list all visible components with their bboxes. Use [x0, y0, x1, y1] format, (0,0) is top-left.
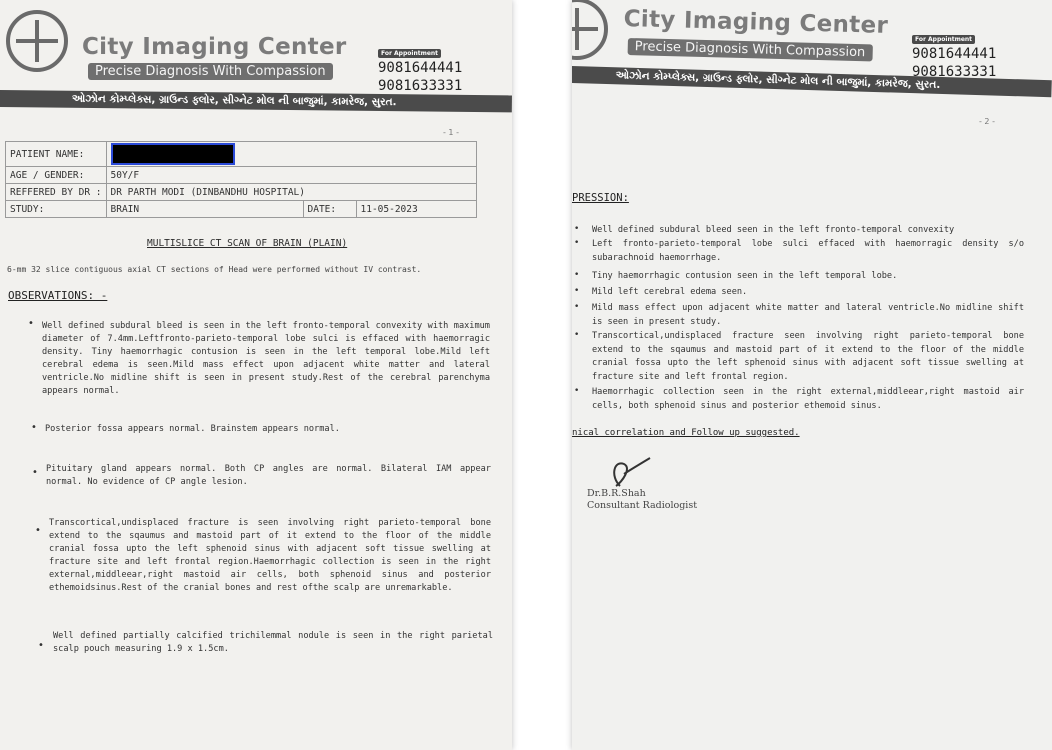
clinic-tagline: Precise Diagnosis With Compassion	[628, 38, 873, 61]
appointment-label: For Appointment	[378, 49, 441, 58]
bullet-5: •	[38, 640, 44, 651]
impression-6: Transcortical,undisplaced fracture seen involving right parieto-temporal bone extend to the sqaumus and mastoid part of it extend to the floor of the middle cranial fossa upto the left sphenoid sinus with adjacent soft tissue swelling at fracture site and left frontal region.	[592, 331, 1024, 382]
study-label: STUDY:	[6, 201, 107, 218]
report-page-1	[0, 0, 512, 750]
referred-by-value: DR PARTH MODI (DINBANDHU HOSPITAL)	[106, 184, 476, 201]
observation-4: Transcortical,undisplaced fracture is seen involving right parieto-temporal bone extend to the sqaumus and mastoid part of it extend to the floor of the middle cranial fossa upto the left sphenoid sinus with adjacent soft tissue swelling at fracture site and left frontal region.Haemorrhagic collection is seen in the right external,middleear,right mastoid air cells, both sphenoid sinus and posterior ethemoidsinus.Rest of the cranial bones and rest ofthe scalp are unremarkable.	[49, 518, 491, 593]
report-page-2	[572, 0, 1052, 750]
impression-3: Tiny haemorrhagic contusion seen in the left temporal lobe.	[592, 271, 898, 281]
followup-text: nical correlation and Follow up suggested.	[572, 428, 800, 438]
phone-number-2: 9081633331	[378, 78, 463, 94]
date-label: DATE:	[303, 201, 356, 218]
bullet-2: •	[31, 422, 37, 433]
date-value: 11-05-2023	[356, 201, 476, 218]
clinic-logo-icon	[572, 0, 608, 60]
patient-details-table	[5, 141, 477, 218]
page-number: - 1 -	[443, 128, 459, 137]
clinic-name: City Imaging Center	[623, 6, 889, 39]
age-gender-value: 50Y/F	[106, 167, 476, 184]
clinic-address: ઓઝોન કોમ્પ્લેક્સ, ગ્રાઉન્ડ ફ્લોર, સીગ્નેટ મોલ ની બાજુમાં, કામરેજ, સુરત.	[615, 69, 941, 91]
appointment-box	[912, 26, 996, 81]
observation-5: Well defined partially calcified trichilemmal nodule is seen in the right parietal scalp pouch measuring 1.9 x 1.5cm.	[53, 631, 493, 654]
observation-2: Posterior fossa appears normal. Brainstem appears normal.	[45, 424, 340, 434]
clinic-logo-icon	[6, 10, 68, 72]
clinic-name: City Imaging Center	[82, 34, 347, 60]
signatory-name: Dr.B.R.Shah	[587, 488, 646, 499]
study-value: BRAIN	[106, 201, 303, 218]
observation-1: Well defined subdural bleed is seen in the left fronto-temporal convexity with maximum diameter of 7.4mm.Leftfronto-parieto-temporal lobe sulci is effaced with haemorragic density. Tiny haemorrhagic contusion is seen in the left temporal lobe.Mild left cerebral edema is seen.Mild mass effect upon adjacent white matter and lateral ventricle.No midline shift is seen in present study.Rest of the cerebral parenchyma appears normal.	[42, 321, 490, 396]
impression-4: Mild left cerebral edema seen.	[592, 287, 748, 297]
referred-by-label: REFFERED BY DR :	[6, 184, 107, 201]
bullet-2: •	[574, 238, 580, 248]
impression-7: Haemorrhagic collection seen in the right external,middleear,right mastoid air cells, both sphenoid sinus and posterior ethemoid sinus.	[592, 387, 1024, 411]
bullet-3: •	[32, 467, 38, 478]
phone-number-1: 9081644441	[912, 46, 997, 62]
impression-heading: PRESSION:	[572, 192, 629, 204]
bullet-4: •	[574, 286, 580, 296]
bullet-4: •	[35, 525, 41, 536]
phone-number-2: 9081633331	[912, 64, 997, 80]
age-gender-label: AGE / GENDER:	[6, 167, 107, 184]
technique-text: 6-mm 32 slice contiguous axial CT sections of Head were performed without IV contrast.	[7, 265, 422, 274]
bullet-5: •	[574, 302, 580, 312]
bullet-6: •	[574, 330, 580, 340]
redacted-name	[111, 143, 235, 165]
bullet-1: •	[28, 318, 34, 329]
patient-name-label: PATIENT NAME:	[6, 142, 107, 167]
clinic-tagline: Precise Diagnosis With Compassion	[88, 63, 333, 80]
impression-5: Mild mass effect upon adjacent white matter and lateral ventricle.No midline shift is seen in present study.	[592, 303, 1024, 327]
bullet-1: •	[574, 224, 580, 234]
signature-block	[587, 488, 697, 512]
observation-3: Pituitary gland appears normal. Both CP angles are normal. Bilateral IAM appear normal. No evidence of CP angle lesion.	[46, 464, 491, 487]
report-title: MULTISLICE CT SCAN OF BRAIN (PLAIN)	[147, 238, 348, 249]
phone-number-1: 9081644441	[378, 60, 463, 76]
bullet-7: •	[574, 386, 580, 396]
appointment-label: For Appointment	[912, 35, 975, 44]
bullet-3: •	[574, 270, 580, 280]
observations-heading: OBSERVATIONS: -	[8, 289, 108, 302]
impression-2: Left fronto-parieto-temporal lobe sulci effaced with haemorragic density s/o subarachnoid haemorrhage.	[592, 239, 1024, 263]
appointment-box	[378, 40, 462, 95]
signatory-title: Consultant Radiologist	[587, 500, 698, 511]
clinic-address: ઓઝોન કોમ્પ્લેક્સ, ગ્રાઉન્ડ ફ્લોર, સીગ્નેટ મોલ ની બાજુમાં, કામરેજ, સુરત.	[71, 92, 397, 109]
page-number: - 2 -	[979, 117, 995, 126]
patient-name-value	[106, 142, 476, 167]
impression-1: Well defined subdural bleed seen in the left fronto-temporal convexity	[592, 225, 955, 235]
